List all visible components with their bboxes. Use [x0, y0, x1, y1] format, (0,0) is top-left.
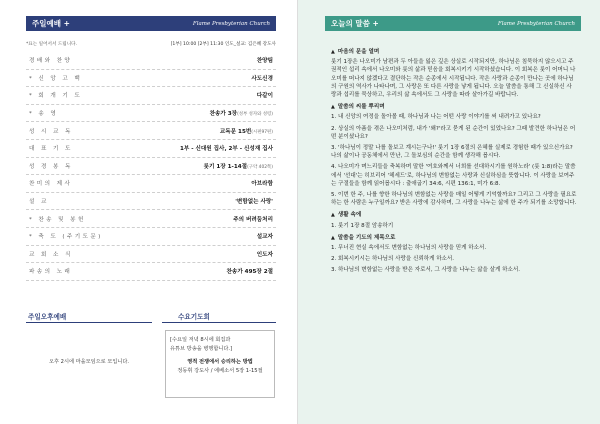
order-value	[210, 109, 273, 117]
order-row	[26, 70, 276, 88]
order-label: * 신 앙 고 백	[29, 75, 83, 82]
order-row	[26, 52, 276, 70]
standing-note: *표는 일어서서 드립니다.	[26, 42, 78, 47]
wednesday-sermon-title: 영적 전쟁에서 승리하는 방법	[187, 359, 253, 365]
order-label: 파송의 노래	[29, 269, 73, 276]
order-value	[180, 144, 273, 152]
order-row	[26, 210, 276, 228]
afternoon-box	[26, 324, 152, 398]
order-label: * 송 영	[29, 111, 59, 118]
worship-title: 주일예배 +	[32, 19, 70, 28]
section-heading-text: 생활 속에	[337, 212, 362, 219]
order-value-text: 주의 버려둠처리	[233, 216, 273, 223]
triangle-icon: ▲	[331, 212, 335, 219]
order-row	[26, 158, 276, 176]
wednesday-line-2: 유튜브 방송을 병행합니다.]	[170, 345, 233, 352]
triangle-icon: ▲	[331, 234, 335, 241]
order-value-text: 사도신경	[251, 75, 273, 82]
order-value	[235, 197, 273, 205]
order-value-note: (구약 402쪽)	[247, 164, 273, 170]
order-row	[26, 246, 276, 264]
order-value-text: 설교자	[256, 234, 273, 241]
section-item: 2. 회복시키시는 하나님의 사랑을 신뢰하게 하소서.	[331, 256, 455, 263]
left-panel	[0, 0, 298, 424]
section-item: 1. 무너진 현실 속에서도 변함없는 하나님의 사랑을 믿게 하소서.	[331, 245, 487, 252]
worship-header	[26, 16, 276, 31]
wednesday-sermon-ref: 정동휘 강도사 / 에베소서 5장 1-15절	[177, 367, 263, 374]
order-value	[257, 250, 273, 258]
order-value	[233, 215, 273, 223]
section-item: 3. 하나님의 변함없는 사랑을 받은 자로서, 그 사랑을 나누는 삶을 살게 하소서.	[331, 267, 520, 274]
section-paragraph: 룻기 1장은 나오미가 남편과 두 아들을 잃은 깊은 상실로 시작되지만, 하나님은 침묵하지 않으시고 주권적인 섭리 속에서 나오미와 룻의 삶과 믿음을 회복시키기 시작하셨습니다. 이 회복은 룻이 어머니 나오미를 떠나지 않겠다고 결단하는 작은 순종에서 시작됩니다. 작은 사랑과 순종이 만나는 곳에 하나님의 구원의 역사가 나타나며, 그 사랑은 또 다른 사랑을 낳게 됩니다. 오늘 말씀을 통해 그 신실하신 사랑과 섭리를 묵상하고, 우리의 삶 속에서도 그 사랑을 따라 살아가길 바랍니다.	[331, 59, 576, 99]
word-header	[325, 16, 581, 31]
order-row	[26, 193, 276, 211]
section-item: 4. 나오미가 며느리들을 축복하며 말한 '여호와께서 너희를 선대하시기를 원하노라' (룻 1:8)라는 말씀에서 '선대'는 히브리어 '헤세드'로, 하나님의 변함없는 사랑과 신실하심을 뜻합니다. 이 사랑을 보여주는 구절들을 함께 읽어봅시다 : 출애굽기 34:6, 시편 136:1, 미가 6:8.	[331, 164, 576, 187]
section-heading	[331, 103, 577, 111]
church-name: Flame Presbyterian Church	[192, 20, 270, 27]
order-label: * 회 개 기 도	[29, 93, 83, 100]
section-item: 2. 상실의 아픔을 겪은 나오미처럼, 내가 '왜?'라고 묻게 된 순간이 있었나요? 그때 발견한 하나님은 어떤 분이셨나요?	[331, 125, 576, 140]
order-label: 성 시 교 독	[29, 128, 73, 135]
right-panel	[298, 0, 600, 424]
order-value-text: 찬송가 3장	[209, 111, 238, 118]
order-label: * 찬송 및 봉헌	[29, 216, 86, 223]
section-item: 1. 룻기 1장 8절 암송하기	[331, 222, 394, 229]
order-label: 교 회 소 식	[29, 251, 73, 258]
order-row	[26, 122, 276, 140]
wednesday-divider	[162, 322, 276, 323]
order-value-text: 룻기 1장 1-14절	[203, 163, 248, 170]
order-value	[227, 267, 273, 275]
section-heading	[331, 211, 577, 219]
section-heading	[331, 48, 577, 56]
wednesday-title: 수요기도회	[178, 313, 210, 321]
order-value-text: 인도자	[256, 251, 273, 258]
order-label: * 축 도 (주기도문)	[29, 234, 103, 241]
order-value-note: (시편97편)	[251, 129, 273, 135]
order-value-note: (성부 성자와 성령)	[237, 112, 273, 118]
order-value-text: '변함없는 사랑'	[235, 199, 273, 206]
church-name-right: Flame Presbyterian Church	[497, 20, 575, 27]
wednesday-line-1: [수요일 저녁 8시에 회집과	[170, 337, 231, 343]
order-label: 설 교	[29, 199, 49, 206]
service-times: [1부] 10:00 [2부] 11:30 인도_설교: 김은혜 강도사	[170, 42, 276, 47]
worship-meta	[26, 41, 276, 47]
section-heading-text: 말씀을 기도의 제목으로	[337, 234, 396, 241]
order-value-text: 다같이	[256, 93, 273, 100]
order-row	[26, 228, 276, 246]
order-value	[257, 91, 273, 99]
triangle-icon: ▲	[331, 104, 335, 111]
section-heading	[331, 234, 577, 242]
section-item: 3. '하나님이 정말 나를 돌보고 계시는구나!' 룻기 1장 6절의 은혜를 실제로 경험한 때가 있으신가요? 나의 삶이나 공동체에서 만난, 그 돌보심의 순간을 함께 생각해 봅시다.	[331, 145, 573, 160]
order-row	[26, 140, 276, 158]
order-of-worship	[26, 52, 276, 281]
word-content	[331, 44, 577, 278]
order-label: 대 표 기 도	[29, 146, 73, 153]
order-row	[26, 87, 276, 105]
order-value-text: 찬송가 495장 2절	[226, 269, 273, 276]
order-value	[257, 56, 273, 64]
order-row	[26, 175, 276, 193]
order-value	[251, 179, 273, 187]
order-value	[220, 127, 273, 135]
order-row	[26, 105, 276, 123]
order-label: 찬미의 제사	[29, 181, 73, 188]
order-value-text: 교독문 15번	[219, 128, 252, 135]
order-value	[251, 74, 273, 82]
order-label: 성 경 봉 독	[29, 163, 73, 170]
order-value-text: 찬양팀	[256, 58, 273, 65]
order-label: 경배와 찬양	[29, 58, 73, 65]
section-heading-text: 말씀의 씨를 뿌리며	[337, 104, 385, 111]
afternoon-text: 오후 2시에 마을모임으로 모입니다.	[48, 358, 130, 365]
afternoon-divider	[26, 322, 152, 323]
order-value	[257, 232, 273, 240]
word-title: 오늘의 말씀 +	[331, 19, 379, 28]
triangle-icon: ▲	[331, 49, 335, 55]
afternoon-title: 주일오후예배	[28, 313, 67, 321]
section-heading-text: 마음의 문을 열며	[337, 49, 380, 55]
order-row	[26, 263, 276, 281]
section-item: 1. 내 신앙의 여정을 돌아볼 때, 하나님과 나는 어떤 사랑 이야기를 써 내려가고 있나요?	[331, 114, 541, 121]
order-value	[204, 162, 273, 170]
order-value-text: 1부 - 신대원 집사, 2부 - 신성재 집사	[179, 146, 273, 153]
section-item: 5. 이번 한 주, 나를 향한 하나님의 변함없는 사랑을 매일 어떻게 기억할까요? 그리고 그 사랑을 필요로 하는 한 사람은 누구일까요? 받은 사랑에 감사하며, 그 사랑을 나누는 삶에 한 주가 되기를 소망합니다.	[331, 192, 577, 207]
wednesday-box	[165, 330, 275, 398]
order-value-text: 아브라함	[251, 181, 273, 188]
